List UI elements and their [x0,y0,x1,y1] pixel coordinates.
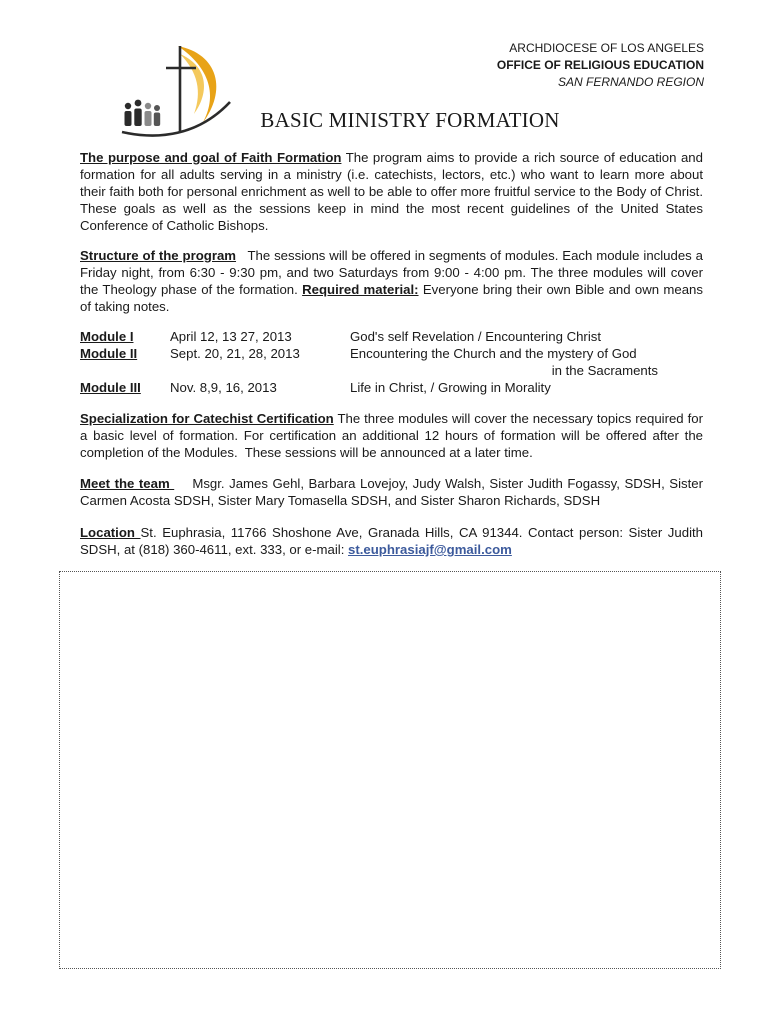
specialization-text: The three modules will cover the necessary topics required for a basic level of formation. For certification an additional 12 hours of formation will be offered after the completion of the Modules. These sessions will be announced at a later time. [80,411,707,460]
page-title: BASIC MINISTRY FORMATION [260,108,560,132]
location-text: St. Euphrasia, 11766 Shoshone Ave, Granada Hills, CA 91344. Contact person: Sister Judith SDSH, at (818) 360-4611, ext. 333, or e-mail: [80,525,703,557]
org-name: ARCHDIOCESE OF LOS ANGELES [509,41,704,55]
module-topic-continued: in the Sacraments [551,363,658,378]
team-heading: Meet the team [80,476,175,491]
module-row [80,379,703,396]
team-paragraph [80,475,707,509]
module-dates: Nov. 8,9, 16, 2013 [170,380,277,395]
region-name: SAN FERNANDO REGION [557,75,704,89]
location-heading: Location [80,525,141,540]
header-block [497,40,704,91]
module-dates: April 12, 13 27, 2013 [170,329,292,344]
module-name: Module I [80,329,134,344]
team-text: Msgr. James Gehl, Barbara Lovejoy, Judy Walsh, Sister Judith Fogassy, SDSH, Sister Carmen Acosta SDSH, Sister Mary Tomasella SDSH, and Sister Sharon Richards, SDSH [80,476,707,508]
module-topic-block [350,345,660,379]
module-name: Module III [80,380,141,395]
required-material-label: Required material: [302,282,419,297]
location-paragraph [80,524,703,558]
module-row [80,345,703,379]
module-row [80,328,703,345]
purpose-paragraph [80,149,703,234]
specialization-heading: Specialization for Catechist Certification [80,411,334,426]
module-name: Module II [80,346,138,361]
specialization-paragraph [80,410,707,461]
module-topic: Life in Christ, / Growing in Morality [350,380,551,395]
structure-paragraph [80,247,707,315]
required-material-text: Everyone bring their own Bible and own means of taking notes. [80,282,703,314]
archdiocese-logo [118,40,258,150]
structure-heading: Structure of the program [80,248,237,263]
module-topic: God's self Revelation / Encountering Christ [350,329,602,344]
module-topic: Encountering the Church and the mystery of God [350,346,637,361]
notes-box [59,571,721,969]
structure-text: The sessions will be offered in segments of modules. Each module includes a Friday night, from 6:30 - 9:30 pm, and two Saturdays from 9:00 - 4:00 pm. The three modules will cover the Theology phase of the formation. [80,248,707,297]
purpose-heading: The purpose and goal of Faith Formation [80,150,342,165]
office-name: OFFICE OF RELIGIOUS EDUCATION [496,58,704,72]
purpose-text: The program aims to provide a rich source of education and formation for all adults serving in a ministry (i.e. catechists, lectors, etc.) who want to learn more about their faith both for personal enrichment as well to be able to offer more fruitful service to the Body of Christ. These goals as well as the sessions keep in mind the most recent guidelines of the United States Conference of Catholic Bishops. [80,150,703,233]
modules-table [80,328,703,396]
module-dates: Sept. 20, 21, 28, 2013 [170,346,300,361]
contact-email-link[interactable]: st.euphrasiajf@gmail.com [348,542,512,557]
